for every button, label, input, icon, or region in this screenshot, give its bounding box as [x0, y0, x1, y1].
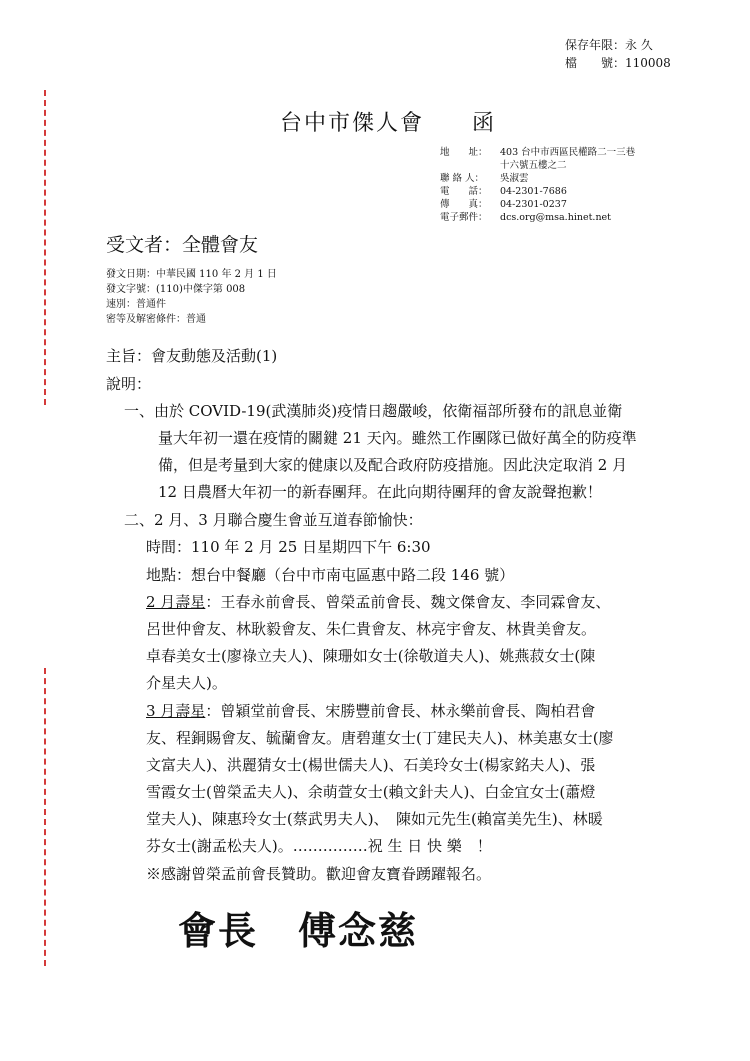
contact-block [440, 146, 635, 224]
mar-birthdays-line-2: 友、程銅賜會友、毓蘭會友。唐碧蓮女士(丁建民夫人)、林美惠女士(廖 [146, 729, 614, 747]
feb-birthdays-line-1: 2 月壽星：王春永前會長、曾榮孟前會長、魏文傑會友、李同霖會友、 [146, 593, 611, 611]
thanks-note: ※感謝曾榮孟前會長贊助。歡迎會友寶眷踴躍報名。 [146, 865, 492, 883]
item-1-line-3: 備，但是考量到大家的健康以及配合政府防疫措施。因此決定取消 2 月 [158, 456, 628, 474]
person-label: 聯 絡 人： [440, 173, 485, 184]
address-line-2: 十六號五樓之二 [500, 160, 567, 171]
binding-line-top [44, 90, 46, 405]
item-1-line-1: 一、由於 COVID-19(武漢肺炎)疫情日趨嚴峻，依衛福部所發布的訊息並衛 [124, 402, 623, 420]
feb-birthdays-line-2: 呂世仲會友、林耿毅會友、朱仁貴會友、林亮宇會友、林貴美會友。 [146, 620, 597, 638]
phone-value: 04-2301-7686 [500, 186, 567, 197]
issue-number: 發文字號：(110)中傑字第 008 [106, 284, 246, 295]
mar-birthdays-line-6: 芬女士(謝孟松夫人)。……………祝 生 日 快 樂 ！ [146, 837, 492, 855]
contact-address-2 [440, 159, 635, 172]
binding-line-bottom [44, 668, 46, 966]
mar-birthdays-label: 3 月壽星 [146, 702, 206, 720]
item-2: 二、2 月、3 月聯合慶生會並互道春節愉快： [124, 511, 423, 529]
page-title: 台中市傑人會 函 [280, 111, 497, 136]
address-label: 地 址： [440, 147, 488, 158]
signature: 會長 傅念慈 [178, 908, 419, 953]
explain-label: 說明： [106, 375, 152, 393]
person-value: 吳淑雲 [500, 173, 529, 184]
subject: 主旨：會友動態及活動(1) [106, 347, 278, 365]
speed: 速別：普通件 [106, 299, 166, 310]
file-number: 檔 號：110008 [565, 56, 671, 70]
email-value: dcs.org@msa.hinet.net [500, 212, 611, 223]
event-time: 時間：110 年 2 月 25 日星期四下午 6:30 [146, 538, 431, 556]
feb-birthdays-line-3: 卓春美女士(廖祿立夫人)、陳珊如女士(徐敬道夫人)、姚燕菽女士(陳 [146, 647, 596, 665]
item-1-line-2: 量大年初一還在疫情的關鍵 21 天內。雖然工作團隊已做好萬全的防疫準 [158, 429, 637, 447]
fax-label: 傳 真： [440, 199, 488, 210]
fax-value: 04-2301-0237 [500, 199, 567, 210]
event-place: 地點：想台中餐廳（台中市南屯區惠中路二段 146 號） [146, 566, 515, 584]
mar-birthdays-line-1: 3 月壽星：曾穎堂前會長、宋勝豐前會長、林永樂前會長、陶柏君會 [146, 702, 596, 720]
retention-period: 保存年限：永 久 [565, 38, 653, 52]
address-line-1: 403 台中市西區民權路二一三巷 [500, 147, 636, 158]
mar-birthdays-line-3: 文富夫人)、洪麗猜女士(楊世儒夫人)、石美玲女士(楊家銘夫人)、張 [146, 756, 596, 774]
contact-person [440, 172, 635, 185]
recipient: 受文者：全體會友 [106, 234, 259, 256]
doc-meta [106, 267, 277, 327]
contact-fax [440, 198, 635, 211]
feb-birthdays-line-4: 介星夫人)。 [146, 674, 227, 692]
item-1-line-4: 12 日農曆大年初一的新春團拜。在此向期待團拜的會友說聲抱歉！ [158, 483, 602, 501]
phone-label: 電 話： [440, 186, 488, 197]
contact-email [440, 211, 635, 224]
issue-date: 發文日期：中華民國 110 年 2 月 1 日 [106, 269, 277, 280]
contact-phone [440, 185, 635, 198]
mar-birthdays-line-4: 雪霞女士(曾榮孟夫人)、余萌萱女士(賴文針夫人)、白金宜女士(蕭燈 [146, 783, 596, 801]
feb-birthdays-label: 2 月壽星 [146, 593, 206, 611]
mar-birthdays-line-5: 堂夫人)、陳惠玲女士(蔡武男夫人)、 陳如元先生(賴富美先生)、林暖 [146, 810, 603, 828]
secrecy: 密等及解密條件：普通 [106, 314, 206, 325]
email-label: 電子郵件： [440, 212, 488, 223]
contact-address [440, 146, 635, 159]
